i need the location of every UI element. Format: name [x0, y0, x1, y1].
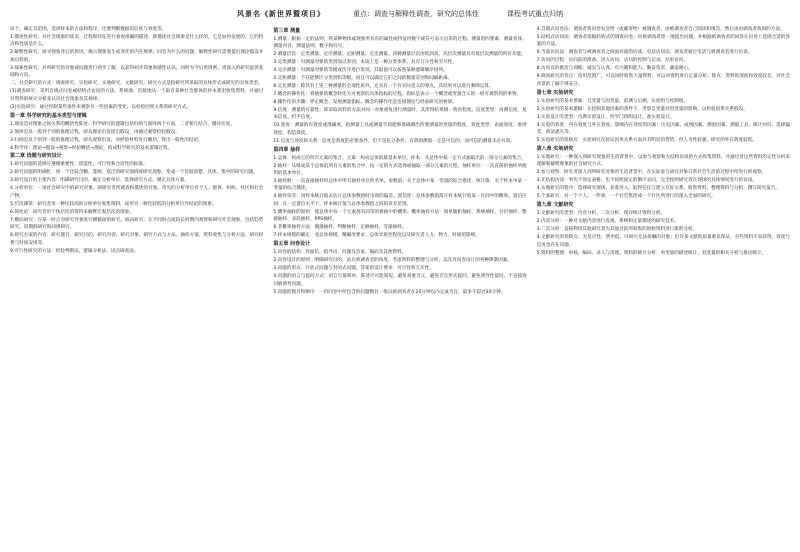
- paragraph: 4.实地研究的程序：选择研究现场、获准进入、取得信任与建立友好关系、收集资料、整理资料与分析、撰写研究报告。: [536, 186, 780, 192]
- paragraph: 8.访问员的挑选与训练：诚实与认真、有兴趣和能力、勤奋负责、谦虚耐心。: [536, 66, 693, 72]
- paragraph: 1.测量：根据一定的法则，将某种物体或现象所具有的属性或特征用数字或符号表示出来的过程。测量的四要素：测量客体、测量内容、测量法则、数字和符号。: [273, 36, 527, 49]
- section-heading: 第三章 测量: [273, 27, 301, 34]
- paragraph: 2.演绎是从一般到个别的推理过程，即从理论出发提出假设，再通过观察检验假设。: [10, 129, 180, 135]
- paragraph: 5.实验研究的优缺点：实验研究在验证因果关系方面具有明显的优势，但人为性较强，研究的外在效度较低。: [536, 138, 757, 144]
- paragraph: 3.二次分析：直接利用其他研究者为其他目的所收集的原始资料进行新的分析。: [536, 227, 698, 233]
- paragraph: 3.定类测量：对测量对象的类别加以鉴别，本质上是一种分类体系，具有互斥性和穷尽性。: [273, 59, 457, 65]
- paragraph: 3.研究设计的主要内容：明确研究目的、确定分析单位、选择研究方式、制定具体方案。: [10, 178, 189, 184]
- paragraph: 1.研究问题的选择应遵循重要性、创造性、可行性和合适性的标准。: [10, 162, 148, 168]
- paragraph: 5.资料的整理：审核、编码、录入与清理。资料的统计分析：单变量的描述统计、双变量的相关分析与推论统计。: [536, 250, 767, 256]
- paragraph: 9.可行性研究的方法：经验判断法、逻辑分析法、试点调查法。: [10, 248, 139, 254]
- paragraph: 4.自填式问卷法：调查者将问卷发送给（或邮寄给）被调查者，由被调查者自己阅读和填答，然后再由调查者收回的方法。: [536, 27, 785, 32]
- paragraph: 4.分析单位：一项社会研究中的研究对象，即研究者所调查和描述的对象。常见的分析单位有个人、群体、组织、社区和社会产物。: [10, 186, 264, 199]
- paragraph: 4.问题的语言与提问方式：语言尽量简单，陈述尽可能简短，避免双重含义，避免否定形式提问，避免诱导性提问，不直接询问敏感性问题。: [273, 274, 527, 287]
- paragraph: 2.实验研究的基本逻辑：在控制其他因素的条件下，考察自变量对因变量的影响，以检验因果关系假设。: [536, 106, 748, 112]
- paragraph: (1)调查研究：采用自填式问卷或结构式访问的方法，系统地、直接地从一个取自某种社会群体的样本那里收集资料，并通过对资料的统计分析来认识社会现象及其规律。: [10, 89, 264, 102]
- section-heading: 第八章 实地研究: [536, 146, 574, 153]
- section-heading: 第四章 抽样: [273, 146, 301, 153]
- header-tag: 课程考试重点归纳: [507, 10, 563, 18]
- header-subtitle: 重点：调查与解释性调查，研究的总体性: [353, 10, 479, 18]
- paragraph: 1.理论是对现象之间关系的概括性陈述；科学研究的逻辑包括归纳与演绎两个方面，二者相互结合、循环往复。: [10, 121, 235, 127]
- paragraph: 3.抽样框：一次直接抽样时总体中所有抽样单位的名单。参数值：关于总体中某一变量的综合描述。统计值：关于样本中某一变量的综合描述。: [273, 179, 527, 192]
- paragraph: 9.调查研究的优点：适用范围广，可以同时收集大量资料，可以对资料进行定量分析；缺点：资料的深度和效度较差，对社会背景的了解不够充分。: [536, 74, 790, 87]
- paragraph: 7.样本规模的确定：受总体规模、精确度要求、总体异质性程度以及研究者人力、物力、时间的影响。: [273, 233, 480, 239]
- paragraph: 4.文献研究的优缺点：无反应性、费用低、可研究无法接触的对象；但许多文献的质量难以保证，有些资料不易获得，效度与信度也存在问题。: [536, 235, 790, 248]
- paragraph: 2.内容分析：一种对文献内容进行客观、系统和定量描述的研究技术。: [536, 219, 679, 225]
- paragraph: 7.概念的操作化：将抽象的概念转化为可观察的具体指标的过程。指标是表示一个概念或变量含义的一组可观察到的事物。: [273, 91, 522, 97]
- paragraph: (2)实验研究：通过控制某些条件来观察另一些因素的变化，以检验因果关系的研究方式。: [10, 104, 192, 110]
- paragraph: 6.当面访问法：调查者与被调查者之间面对面的访谈。电话访问法：调查者通过电话与被调查者进行访谈。: [536, 50, 753, 56]
- paragraph: 8.操作化的步骤：界定概念、发展测量指标。概念的操作化是连接理论与经验研究的桥梁。: [273, 99, 457, 105]
- section-heading: 第七章 实验研究: [536, 89, 574, 96]
- section-heading: 第二章 选题与研究设计: [10, 153, 62, 160]
- paragraph: 2.解释性研究：探寻现象背后的原因，揭示现象发生或变化的内在规律，回答为什么的问题。解释性研究需要提出理论假设并加以检验。: [10, 50, 264, 63]
- paragraph: 10.效度：测量的有效度或准确度，指测量工具或测量手段能够准确测出所要测量的变量的程度。效度类型：表面效度、准则效度、构造效度。: [273, 123, 527, 136]
- paragraph: 3.实验设计的类型：古典实验设计、所罗门四组设计、准实验设计。: [536, 114, 675, 120]
- paragraph: 5.结构式访问法：调查者依据结构式的调查问卷，向被调查者逐一地提出问题，并根据被调查者的回答在问卷上选择合适的答案的方法。: [536, 35, 790, 48]
- paragraph: 2.研究问题的明确化：将一个比较含糊、笼统、宽泛的研究领域或研究现象，变成一个比较清楚、具体、集中的研究问题。: [10, 170, 258, 176]
- paragraph: 5.层次谬误：研究者用一种比较高的分析单位收集资料，却用另一种比较低的分析单位作结论的现象。: [10, 201, 217, 207]
- column-1: [10, 26, 263, 546]
- paragraph: 5.概率抽样的原则：使总体中每一个元素都有同等的被抽中的概率。概率抽样方法：简单随机抽样、系统抽样、分层抽样、整群抽样、多段抽样、PPS抽样。: [273, 209, 527, 223]
- paragraph: 5.定距测量：不仅能够区分类别和等级，而且可以确定它们之间的数量差别和间隔距离。: [273, 75, 453, 81]
- page-header: [10, 8, 790, 20]
- section-heading: 第一章 科学研究的基本类型与逻辑: [10, 112, 87, 119]
- paragraph: 4.抽样误差：用样本统计值去估计总体参数值时出现的偏差。置信度：总体参数值落在样本统计值某一区间中的概率。置信区间：在一定置信水平下，样本统计值与总体参数值之间的误差范围。: [273, 194, 527, 207]
- column-3: [537, 26, 790, 546]
- paragraph: 4.定序测量：对测量对象的等级或次序进行鉴别，其取值可以按照某种逻辑顺序排列。: [273, 67, 448, 73]
- paragraph: 6.简化论：研究者用个体层次的资料来解释宏观层次的现象。: [10, 209, 134, 215]
- paragraph: 7.横向研究：在某一时点对研究对象进行横截面的研究。纵向研究：在不同时点或较长时期内观察和研究社会现象，包括趋势研究、同期群研究和同组研究。: [10, 217, 264, 231]
- paragraph: 2.问卷设计的原则：明确研究目的，站在被调查者的角度，考虑资料的整理与分析，以及对问卷设计的各种限制因素。: [273, 258, 512, 264]
- paragraph: 7.访问的过程：访问前的准备、进入访问、访问的控制与记录、结束访问。: [536, 58, 689, 64]
- paragraph: 1.实验研究的基本要素：自变量与因变量、前测与后测、实验组与控制组。: [536, 98, 689, 104]
- paragraph: 9.信度：测量的可靠性，即采取同样的方法对同一对象重复进行测量时，其所得结果相一致的程度。信度类型：再测信度、复本信度、折半信度。: [273, 107, 527, 121]
- paragraph: 4.实验的效度：内在效度与外在效度。影响内在效度的因素：历史因素、成熟因素、测验因素、测量工具、统计回归、选择偏差、被试流失等。: [536, 122, 790, 136]
- paragraph: 2.参与观察：研究者深入到所研究对象的生活背景中，在实际参与研究对象日常社会生活的过程中所进行的观察。: [536, 170, 767, 176]
- paragraph: 5.问题的数目和顺序：一份问卷中所包含的问题数目一般以被调查者在20分钟以内完成为宜，最多不超过30分钟。: [273, 289, 506, 295]
- paragraph: 1.问卷的结构：封面信、指导语、问题及答案、编码及其他资料。: [273, 250, 407, 256]
- paragraph: 6.定比测量：除具有上述三种测量的全部性质外，还具有一个有实际意义的零点，其结果可以进行乘除运算。: [273, 83, 494, 89]
- paragraph: 6.非概率抽样方法：偶遇抽样、判断抽样、定额抽样、雪球抽样。: [273, 225, 407, 231]
- header-title: 风景名《新世界暨项目》: [237, 10, 325, 18]
- paragraph: 3.探索性研究：对所研究的对象或问题进行初步了解，以获得初步印象和感性认识，同时为今后更周密、更深入的研究提供基础和方向。: [10, 65, 264, 79]
- paragraph: 3.问题的形式：开放式问题与封闭式问题。答案的设计要求：穷尽性和互斥性。: [273, 266, 434, 272]
- paragraph: 二、社会研究的方式：调查研究、实验研究、实地研究、文献研究。研究方式是指研究所采取的具体形式或研究的具体类型。: [10, 81, 263, 87]
- paragraph: 1.文献研究的类型：内容分析、二次分析、现存统计资料分析。: [536, 211, 666, 217]
- section-heading: 第五章 问卷设计: [273, 241, 311, 248]
- paragraph: 译个，确定其范围，选择样本的方法和程序，还要判断数据的信度与效度等。: [10, 27, 167, 32]
- paragraph: 5.个案研究：对一个个人、一件事、一个社会集团或一个社区所进行的深入全面的研究。: [536, 194, 716, 200]
- paragraph: 3.归纳是从个别到一般的推理过程，即从观察出发，对经验材料进行概括，得出一般性的结论。: [10, 137, 203, 143]
- paragraph: 4.科学环：理论→假设→观察→经验概括→理论，构成科学研究的基本逻辑过程。: [10, 145, 173, 151]
- paragraph: 2.测量层次：定类测量、定序测量、定距测量、定比测量。四种测量层次由低到高，高层次测量具有低层次测量的所有功能。: [273, 51, 526, 57]
- paragraph: 1.实地研究：一种深入到研究现象的生活背景中，以参与观察和无结构访谈的方式收集资料，并通过对这些资料的定性分析来理解和解释现象的社会研究方式。: [536, 155, 790, 168]
- column-2: [273, 26, 526, 546]
- paragraph: 1.描述性研究：对社会现象的状况、过程和特征进行客观准确的描述，即描述社会现象是什么样的，它是如何发展的，它的特点和性质是什么。: [10, 35, 264, 48]
- paragraph: 3.无结构访谈：事先不预定表格，也不按照固定的顺序去问，完全按照研究者在现场的具体情况进行的访谈。: [536, 178, 757, 184]
- paragraph: 2.抽样：从组成某个总体的所有元素的集合中，按一定的方式选择或抽取一部分元素的过程。抽样单位：一次直接的抽样所使用的基本单位。: [273, 163, 527, 177]
- paragraph: 1.总体：构成它的所有元素的集合。元素：构成总体的最基本单位。样本：从总体中按一定方式抽取出的一部分元素的集合。: [273, 155, 526, 161]
- paragraph: 11.信度与效度的关系：信度是效度的必要条件，但不是充分条件；有效的测量一定是可信的，而可信的测量未必有效。: [273, 138, 515, 144]
- paragraph: 8.研究方案的内容：研究题目、研究目的、研究内容、研究对象、研究方式与方法、抽样方案、资料收集与分析方法、研究经费与时间安排等。: [10, 233, 264, 246]
- text-columns: [10, 26, 790, 546]
- section-heading: 第九章 文献研究: [536, 202, 574, 209]
